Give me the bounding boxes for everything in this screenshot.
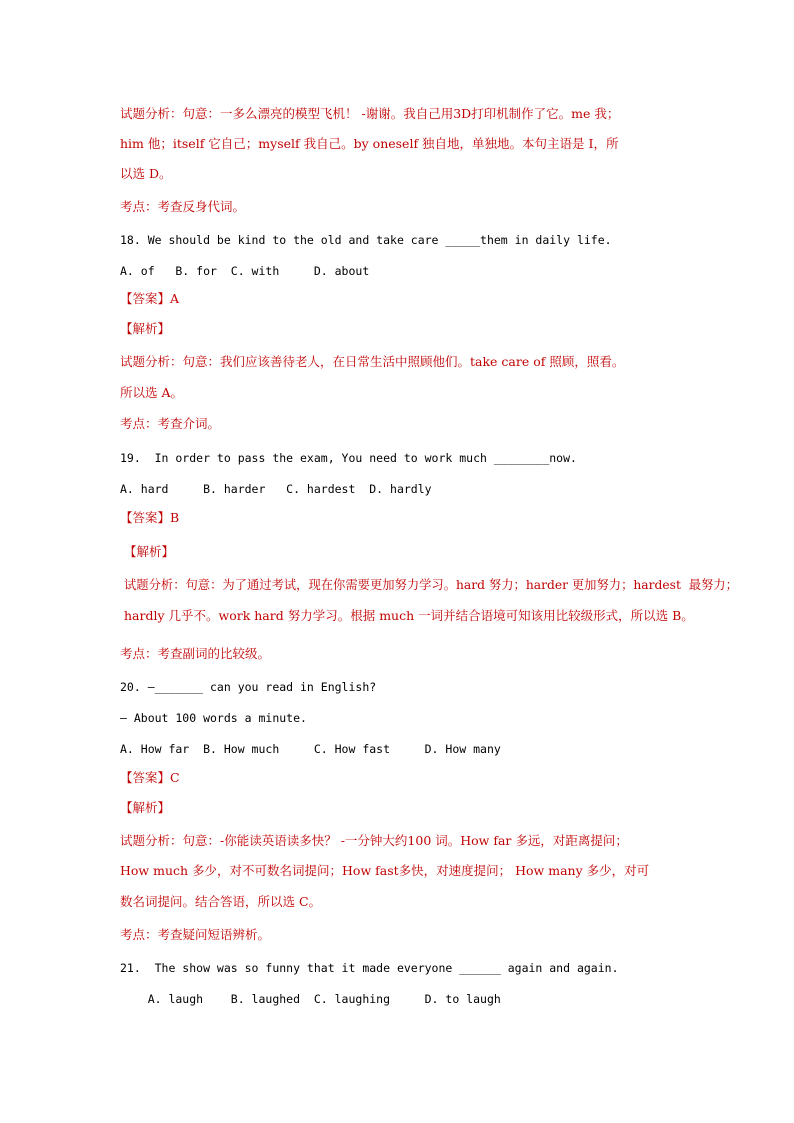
knowledge-point-19: 考点：考查副词的比较级。 (120, 646, 271, 661)
analysis-17-line-1: 试题分析：句意：一多么漂亮的模型飞机！ -谢谢。我自己用3D打印机制作了它。me 我； (120, 106, 620, 121)
analysis-20-line-2: How much 多少，对不可数名词提问；How fast多快，对速度提问； How many 多少，对可 (120, 863, 650, 878)
question-18: 18. We should be kind to the old and take care _____them in daily life. (120, 233, 612, 247)
options-21: A. laugh B. laughed C. laughing D. to laugh (120, 992, 501, 1006)
options-19: A. hard B. harder C. hardest D. hardly (120, 482, 432, 496)
analysis-heading-20: 【解析】 (120, 800, 171, 815)
analysis-heading-18: 【解析】 (120, 321, 171, 336)
answer-18: 【答案】A (120, 291, 180, 306)
answer-20: 【答案】C (120, 770, 180, 785)
knowledge-point-17: 考点：考查反身代词。 (120, 199, 246, 214)
answer-19: 【答案】B (120, 510, 180, 525)
knowledge-point-18: 考点：考查介词。 (120, 416, 221, 431)
analysis-17-line-2: him 他；itself 它自己；myself 我自己。by oneself 独自地，单独地。本句主语是 I，所 (120, 136, 619, 151)
question-19: 19. In order to pass the exam, You need to work much ________now. (120, 451, 577, 465)
question-20: 20. —_______ can you read in English? (120, 680, 377, 694)
analysis-18-line-1: 试题分析：句意：我们应该善待老人，在日常生活中照顾他们。take care of 照顾，照看。 (120, 354, 625, 369)
analysis-19-line-2: hardly 几乎不。work hard 努力学习。根据 much 一词并结合语境可知该用比较级形式，所以选 B。 (124, 608, 694, 623)
options-18: A. of B. for C. with D. about (120, 264, 370, 278)
question-21: 21. The show was so funny that it made everyone ______ again and again. (120, 961, 619, 975)
question-20-reply: — About 100 words a minute. (120, 711, 307, 725)
analysis-18-line-2: 所以选 A。 (120, 385, 184, 400)
analysis-19-line-1: 试题分析：句意：为了通过考试，现在你需要更加努力学习。hard 努力；harder 更加努力；hardest 最努力； (124, 578, 738, 592)
options-20: A. How far B. How much C. How fast D. How many (120, 742, 501, 756)
analysis-17-line-3: 以选 D。 (120, 166, 172, 181)
analysis-20-line-1: 试题分析：句意：-你能读英语读多快？ -一分钟大约100 词。How far 多远，对距离提问； (120, 833, 628, 848)
analysis-heading-19: 【解析】 (124, 544, 175, 559)
analysis-20-line-3: 数名词提问。结合答语，所以选 C。 (120, 894, 322, 909)
knowledge-point-20: 考点：考查疑问短语辨析。 (120, 927, 271, 942)
